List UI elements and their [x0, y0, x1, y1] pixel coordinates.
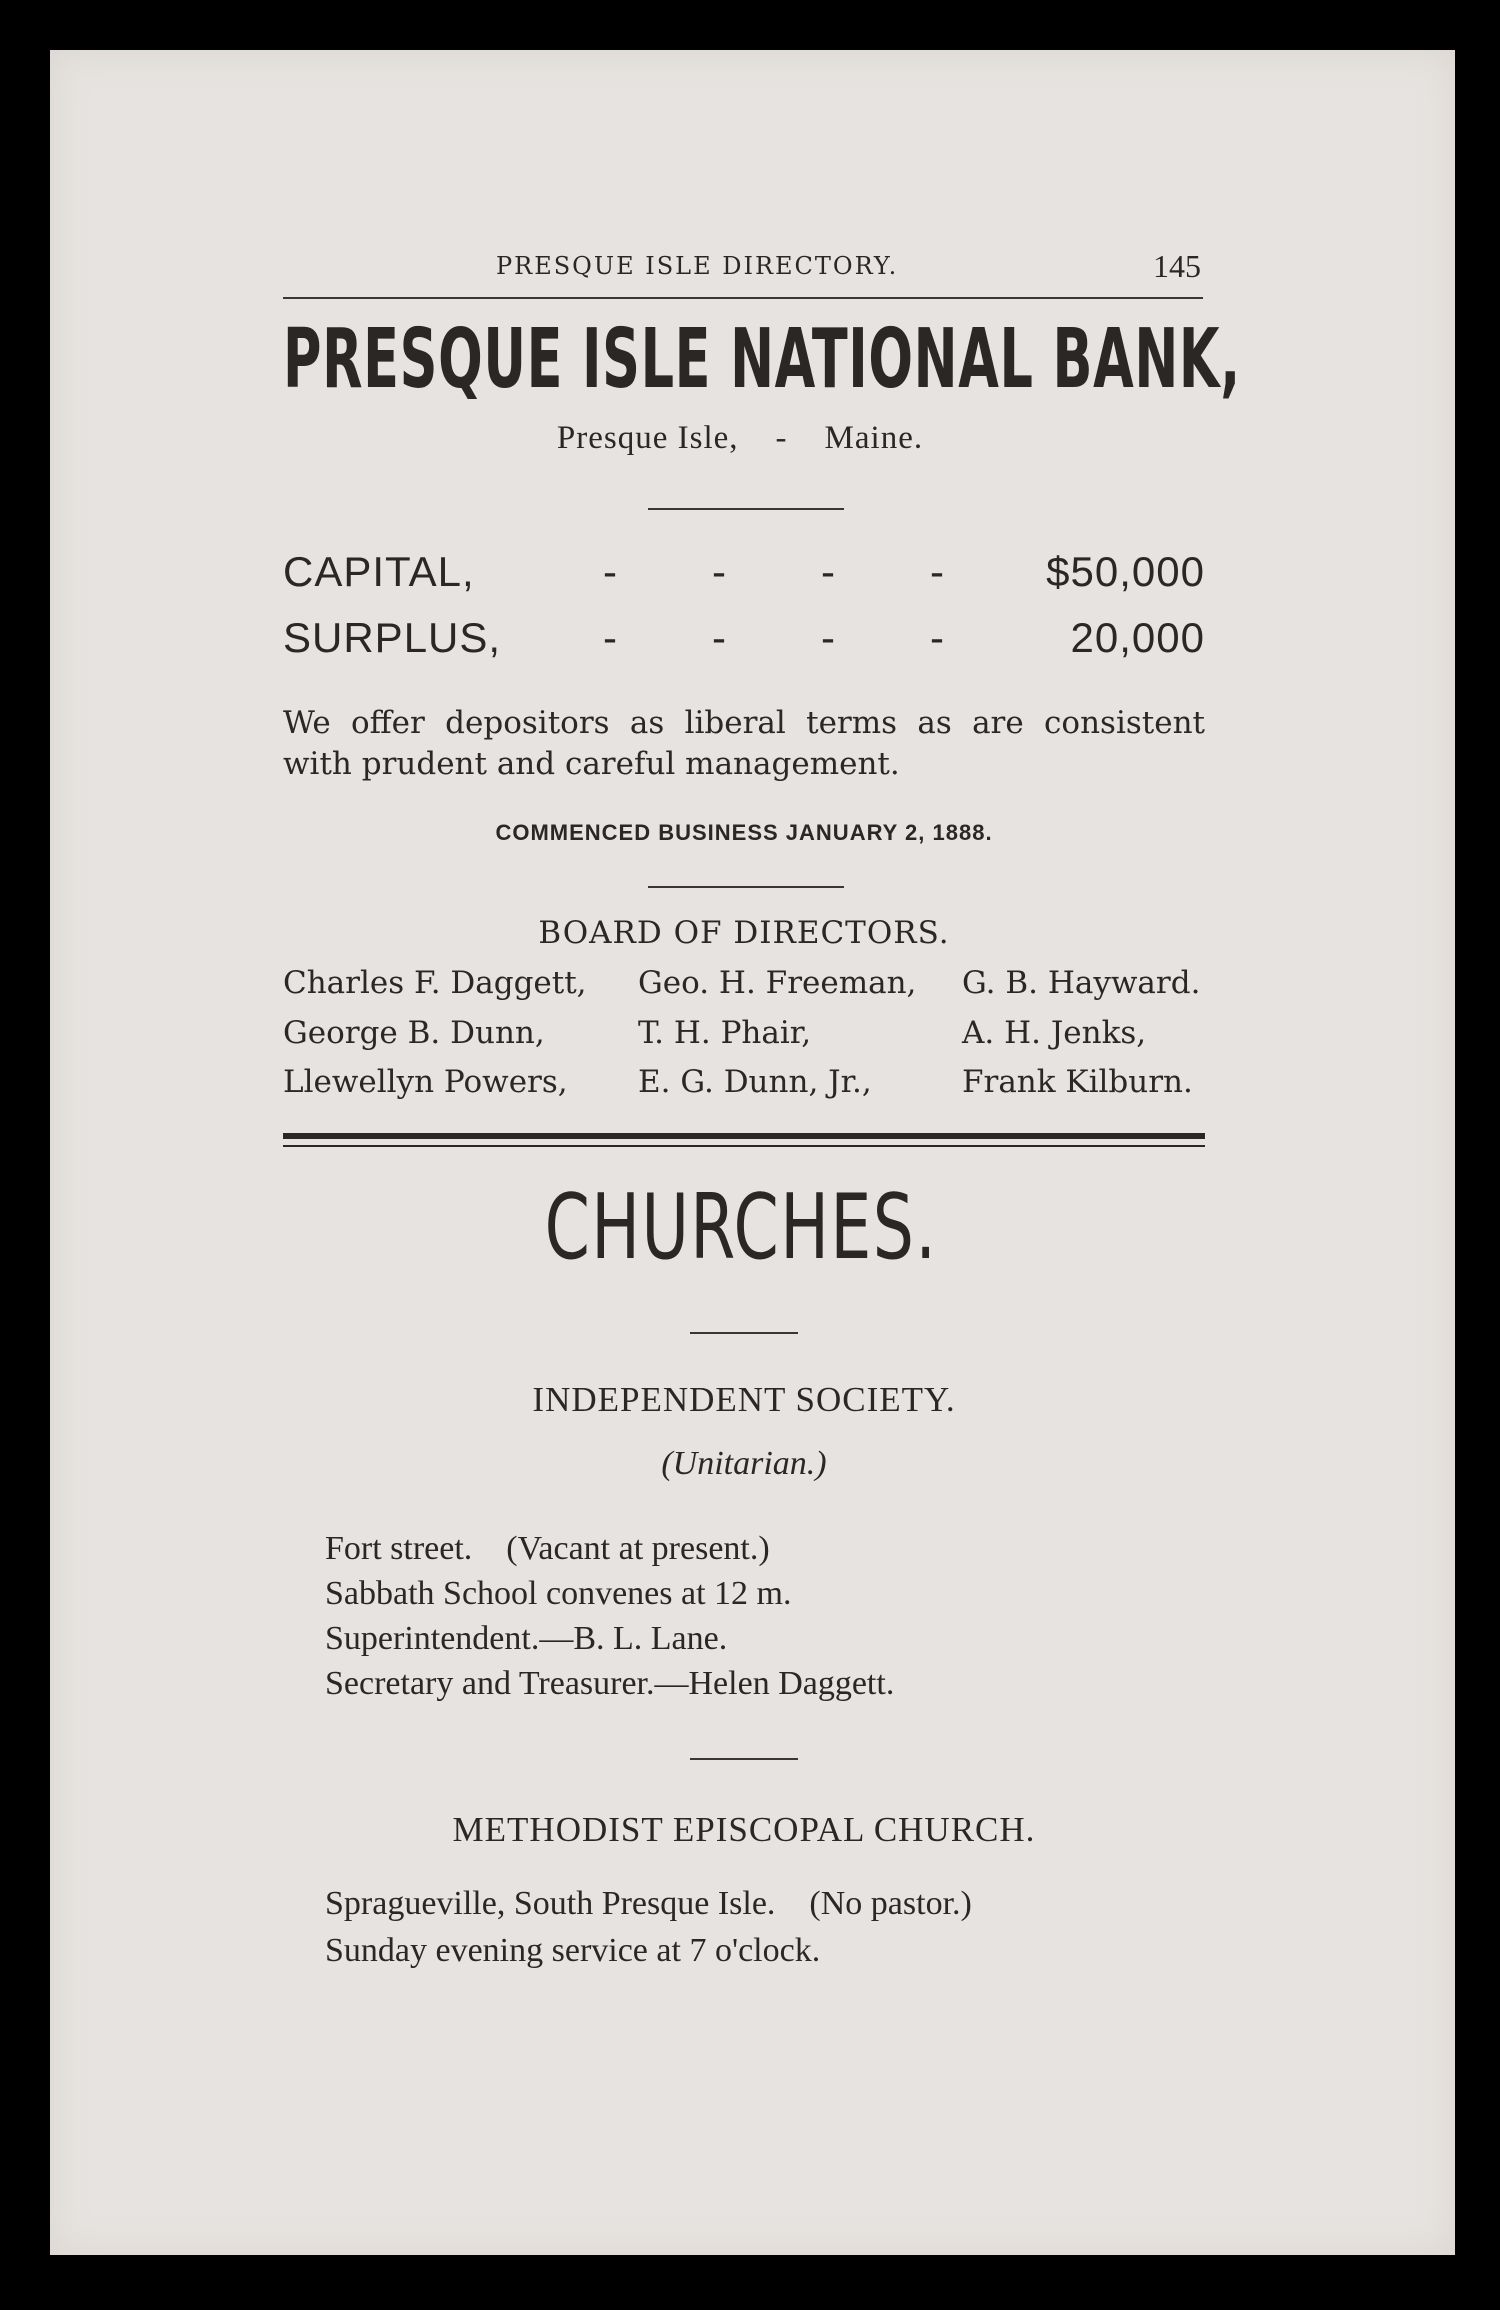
offer-line-1: We offer depositors as liberal terms as are consistent: [283, 705, 1205, 741]
board-of-directors-title: BOARD OF DIRECTORS.: [538, 915, 950, 951]
section-rule-thin: [283, 1145, 1205, 1147]
methodist-line: Spragueville, South Presque Isle. (No pastor.): [325, 1885, 972, 1922]
commenced-business: COMMENCED BUSINESS JANUARY 2, 1888.: [495, 820, 993, 845]
bank-location-separator: -: [775, 420, 788, 456]
surplus-dashes: - - - -: [603, 614, 944, 661]
section-rule-thick: [283, 1133, 1205, 1139]
header-rule: [283, 297, 1203, 299]
bank-location-city: Presque Isle,: [556, 420, 739, 456]
divider-rule: [690, 1332, 798, 1334]
methodist-line: Sunday evening service at 7 o'clock.: [325, 1932, 821, 1969]
running-head: PRESQUE ISLE DIRECTORY.: [496, 252, 899, 280]
director-name: A. H. Jenks,: [962, 1015, 1147, 1051]
independent-society-title: INDEPENDENT SOCIETY.: [532, 1380, 956, 1419]
director-name: G. B. Hayward.: [962, 965, 1201, 1001]
independent-line: Fort street. (Vacant at present.): [325, 1530, 770, 1567]
divider-rule: [648, 886, 844, 888]
offer-line-2: with prudent and careful management.: [283, 746, 900, 782]
surplus-row: [283, 614, 1205, 668]
divider-rule: [648, 508, 844, 510]
independent-line: Secretary and Treasurer.—Helen Daggett.: [325, 1665, 895, 1702]
surplus-label: SURPLUS,: [283, 614, 502, 661]
bank-location-state: Maine.: [824, 420, 924, 456]
capital-row: [283, 548, 1205, 602]
independent-society-subtitle: (Unitarian.): [661, 1445, 827, 1482]
director-name: T. H. Phair,: [638, 1015, 812, 1051]
bank-title: PRESQUE ISLE NATIONAL BANK,: [283, 312, 1241, 407]
methodist-church-title: METHODIST EPISCOPAL CHURCH.: [452, 1810, 1036, 1849]
director-name: E. G. Dunn, Jr.,: [638, 1064, 872, 1100]
churches-title: CHURCHES.: [544, 1175, 938, 1280]
director-name: Llewellyn Powers,: [283, 1064, 568, 1100]
director-name: Frank Kilburn.: [962, 1064, 1193, 1100]
surplus-value: 20,000: [1070, 614, 1205, 661]
page-number: 145: [1153, 248, 1201, 284]
capital-label: CAPITAL,: [283, 548, 475, 595]
capital-dashes: - - - -: [603, 548, 944, 595]
director-name: George B. Dunn,: [283, 1015, 545, 1051]
bank-location: [300, 420, 1180, 457]
divider-rule: [690, 1758, 798, 1760]
director-name: Charles F. Daggett,: [283, 965, 587, 1001]
independent-line: Sabbath School convenes at 12 m.: [325, 1575, 792, 1612]
capital-value: $50,000: [1046, 548, 1205, 595]
independent-line: Superintendent.—B. L. Lane.: [325, 1620, 728, 1657]
director-name: Geo. H. Freeman,: [638, 965, 917, 1001]
